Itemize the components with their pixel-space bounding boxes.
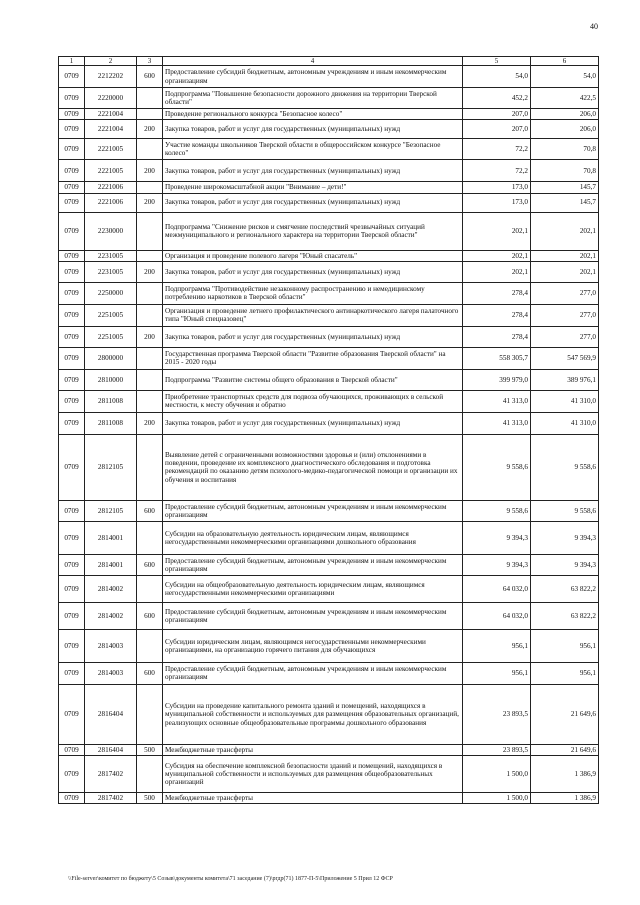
header-cell-actual: 6: [531, 57, 599, 66]
table-row: [59, 744, 599, 755]
cell-target-article: 2810000: [85, 369, 137, 390]
cell-name: Организация и проведение летнего профилактического антинаркотического лагеря палаточного типа "Юный спецназовец": [163, 304, 463, 326]
cell-plan: 956,1: [463, 662, 531, 684]
cell-target-article: 2814003: [85, 629, 137, 662]
file-path-footer: \\File-server\комитет по бюджету\5 Созыв\документы комитета\71 заседание (7)\prдр(71) 1877-П-5\Приложение 5 Прил 12 ФСР: [68, 876, 393, 882]
cell-plan: 278,4: [463, 326, 531, 347]
cell-actual: 41 310,0: [531, 390, 599, 412]
cell-name: Закупка товаров, работ и услуг для государственных (муниципальных) нужд: [163, 412, 463, 434]
cell-target-article: 2800000: [85, 347, 137, 369]
cell-expense-type: 500: [137, 793, 163, 804]
cell-section: 0709: [59, 182, 85, 193]
cell-expense-type: [137, 109, 163, 120]
header-cell-plan: 5: [463, 57, 531, 66]
cell-expense-type: 200: [137, 326, 163, 347]
cell-actual: 63 822,2: [531, 602, 599, 629]
table-row: [59, 554, 599, 575]
table-row: [59, 521, 599, 554]
cell-actual: 277,0: [531, 282, 599, 304]
table-row: [59, 212, 599, 250]
cell-plan: 173,0: [463, 182, 531, 193]
table-row: [59, 390, 599, 412]
cell-plan: 72,2: [463, 160, 531, 182]
cell-expense-type: 600: [137, 602, 163, 629]
cell-section: 0709: [59, 434, 85, 500]
cell-expense-type: [137, 629, 163, 662]
table-row: [59, 109, 599, 120]
cell-plan: 64 032,0: [463, 602, 531, 629]
cell-section: 0709: [59, 390, 85, 412]
cell-plan: 202,1: [463, 212, 531, 250]
cell-plan: 41 313,0: [463, 412, 531, 434]
cell-target-article: 2817402: [85, 756, 137, 793]
cell-plan: 202,1: [463, 261, 531, 282]
cell-name: Межбюджетные трансферты: [163, 744, 463, 755]
table-row: [59, 250, 599, 261]
cell-actual: 202,1: [531, 261, 599, 282]
cell-target-article: 2231005: [85, 250, 137, 261]
cell-section: 0709: [59, 261, 85, 282]
cell-expense-type: [137, 684, 163, 744]
cell-expense-type: [137, 88, 163, 109]
cell-expense-type: 600: [137, 500, 163, 521]
cell-target-article: 2814002: [85, 575, 137, 602]
table-row: [59, 261, 599, 282]
cell-plan: 173,0: [463, 193, 531, 212]
cell-target-article: 2811008: [85, 390, 137, 412]
cell-expense-type: [137, 139, 163, 160]
table-row: [59, 347, 599, 369]
cell-expense-type: 600: [137, 554, 163, 575]
cell-target-article: 2812105: [85, 500, 137, 521]
cell-name: Закупка товаров, работ и услуг для государственных (муниципальных) нужд: [163, 193, 463, 212]
cell-section: 0709: [59, 193, 85, 212]
table-row: [59, 629, 599, 662]
cell-name: Предоставление субсидий бюджетным, автономным учреждениям и иным некоммерческим организациям: [163, 554, 463, 575]
cell-section: 0709: [59, 369, 85, 390]
cell-expense-type: [137, 304, 163, 326]
page-number: 40: [590, 22, 598, 31]
cell-actual: 277,0: [531, 326, 599, 347]
cell-plan: 72,2: [463, 139, 531, 160]
cell-plan: 1 500,0: [463, 793, 531, 804]
cell-section: 0709: [59, 793, 85, 804]
cell-expense-type: [137, 250, 163, 261]
cell-actual: 206,0: [531, 109, 599, 120]
cell-name: Приобретение транспортных средств для подвоза обучающихся, проживающих в сельской местности, к месту обучения и обратно: [163, 390, 463, 412]
cell-section: 0709: [59, 629, 85, 662]
cell-actual: 9 394,3: [531, 521, 599, 554]
cell-name: Субсидия на обеспечение комплексной безопасности зданий и помещений, находящихся в муниципальной собственности и используемых для размещения общеобразовательных организаций: [163, 756, 463, 793]
table-row: [59, 602, 599, 629]
cell-actual: 70,8: [531, 139, 599, 160]
table-row: [59, 684, 599, 744]
cell-target-article: 2814002: [85, 602, 137, 629]
cell-expense-type: 200: [137, 193, 163, 212]
cell-target-article: 2812105: [85, 434, 137, 500]
cell-actual: 70,8: [531, 160, 599, 182]
cell-expense-type: [137, 521, 163, 554]
cell-name: Проведение широкомасштабной акции "Внимание – дети!": [163, 182, 463, 193]
cell-actual: 9 558,6: [531, 434, 599, 500]
cell-actual: 63 822,2: [531, 575, 599, 602]
cell-section: 0709: [59, 120, 85, 139]
header-cell-target-article: 2: [85, 57, 137, 66]
cell-plan: 202,1: [463, 250, 531, 261]
cell-actual: 956,1: [531, 662, 599, 684]
cell-actual: 277,0: [531, 304, 599, 326]
cell-target-article: 2817402: [85, 793, 137, 804]
cell-name: Закупка товаров, работ и услуг для государственных (муниципальных) нужд: [163, 120, 463, 139]
cell-expense-type: [137, 575, 163, 602]
cell-actual: 202,1: [531, 212, 599, 250]
table-row: [59, 369, 599, 390]
cell-expense-type: 600: [137, 66, 163, 88]
cell-plan: 64 032,0: [463, 575, 531, 602]
cell-expense-type: [137, 282, 163, 304]
cell-section: 0709: [59, 744, 85, 755]
table-row: [59, 160, 599, 182]
cell-section: 0709: [59, 554, 85, 575]
cell-expense-type: 200: [137, 120, 163, 139]
table-body: [59, 66, 599, 804]
cell-target-article: 2212202: [85, 66, 137, 88]
cell-target-article: 2230000: [85, 212, 137, 250]
cell-target-article: 2231005: [85, 261, 137, 282]
cell-section: 0709: [59, 500, 85, 521]
cell-expense-type: 200: [137, 261, 163, 282]
table-row: [59, 412, 599, 434]
cell-target-article: 2251005: [85, 304, 137, 326]
table-row: [59, 326, 599, 347]
cell-target-article: 2811008: [85, 412, 137, 434]
cell-target-article: 2221006: [85, 193, 137, 212]
cell-actual: 9 394,3: [531, 554, 599, 575]
cell-section: 0709: [59, 304, 85, 326]
cell-name: Выявление детей с ограниченными возможностями здоровья и (или) отклонениями в поведении, проведение их комплексного диагностического обследования и подготовка рекомендаций по оказанию детям психолого-медико-педагогической помощи и организации их обучения и воспитания: [163, 434, 463, 500]
cell-plan: 1 500,0: [463, 756, 531, 793]
cell-section: 0709: [59, 575, 85, 602]
cell-name: Участие команды школьников Тверской области в общероссийском конкурсе "Безопасное колесо": [163, 139, 463, 160]
cell-plan: 278,4: [463, 304, 531, 326]
table-row: [59, 88, 599, 109]
table-row: [59, 66, 599, 88]
table-header-row: [59, 57, 599, 66]
cell-actual: 547 569,9: [531, 347, 599, 369]
table-row: [59, 282, 599, 304]
cell-actual: 145,7: [531, 182, 599, 193]
cell-section: 0709: [59, 160, 85, 182]
cell-section: 0709: [59, 602, 85, 629]
cell-actual: 145,7: [531, 193, 599, 212]
cell-actual: 1 386,9: [531, 756, 599, 793]
cell-plan: 399 979,0: [463, 369, 531, 390]
cell-name: Подпрограмма "Снижение рисков и смягчение последствий чрезвычайных ситуаций межмуниципального и регионального характера на территории Тверской области": [163, 212, 463, 250]
cell-name: Предоставление субсидий бюджетным, автономным учреждениям и иным некоммерческим организациям: [163, 500, 463, 521]
cell-name: Проведение регионального конкурса "Безопасное колесо": [163, 109, 463, 120]
cell-name: Подпрограмма "Противодействие незаконному распространению и немедицинскому потреблению наркотиков в Тверской области": [163, 282, 463, 304]
cell-target-article: 2221005: [85, 139, 137, 160]
cell-target-article: 2814001: [85, 521, 137, 554]
cell-name: Подпрограмма "Повышение безопасности дорожного движения на территории Тверской области": [163, 88, 463, 109]
cell-actual: 54,0: [531, 66, 599, 88]
cell-name: Субсидии юридическим лицам, являющимся негосударственными некоммерческими организациями, на организацию горячего питания для обучающихся: [163, 629, 463, 662]
cell-name: Закупка товаров, работ и услуг для государственных (муниципальных) нужд: [163, 326, 463, 347]
cell-plan: 9 394,3: [463, 554, 531, 575]
cell-actual: 41 310,0: [531, 412, 599, 434]
header-cell-section: 1: [59, 57, 85, 66]
cell-target-article: 2221004: [85, 109, 137, 120]
cell-target-article: 2814003: [85, 662, 137, 684]
cell-plan: 54,0: [463, 66, 531, 88]
cell-expense-type: 500: [137, 744, 163, 755]
cell-expense-type: 200: [137, 160, 163, 182]
cell-actual: 21 649,6: [531, 684, 599, 744]
table-row: [59, 434, 599, 500]
cell-actual: 422,5: [531, 88, 599, 109]
cell-target-article: 2250000: [85, 282, 137, 304]
cell-section: 0709: [59, 412, 85, 434]
table-row: [59, 139, 599, 160]
cell-expense-type: 600: [137, 662, 163, 684]
table-row: [59, 182, 599, 193]
table-row: [59, 662, 599, 684]
table-row: [59, 304, 599, 326]
cell-expense-type: [137, 182, 163, 193]
cell-actual: 956,1: [531, 629, 599, 662]
table-row: [59, 193, 599, 212]
cell-name: Подпрограмма "Развитие системы общего образования в Тверской области": [163, 369, 463, 390]
cell-section: 0709: [59, 756, 85, 793]
cell-section: 0709: [59, 109, 85, 120]
cell-target-article: 2220000: [85, 88, 137, 109]
cell-target-article: 2251005: [85, 326, 137, 347]
cell-target-article: 2814001: [85, 554, 137, 575]
table-row: [59, 793, 599, 804]
cell-name: Закупка товаров, работ и услуг для государственных (муниципальных) нужд: [163, 261, 463, 282]
cell-name: Закупка товаров, работ и услуг для государственных (муниципальных) нужд: [163, 160, 463, 182]
cell-expense-type: 200: [137, 412, 163, 434]
cell-plan: 9 558,6: [463, 434, 531, 500]
cell-section: 0709: [59, 326, 85, 347]
cell-name: Предоставление субсидий бюджетным, автономным учреждениям и иным некоммерческим организациям: [163, 66, 463, 88]
cell-actual: 1 386,9: [531, 793, 599, 804]
table-row: [59, 120, 599, 139]
cell-section: 0709: [59, 662, 85, 684]
cell-name: Организация и проведение полевого лагеря "Юный спасатель": [163, 250, 463, 261]
header-cell-name: 4: [163, 57, 463, 66]
cell-plan: 452,2: [463, 88, 531, 109]
cell-section: 0709: [59, 521, 85, 554]
cell-actual: 206,0: [531, 120, 599, 139]
cell-plan: 558 305,7: [463, 347, 531, 369]
table-row: [59, 575, 599, 602]
header-cell-expense-type: 3: [137, 57, 163, 66]
cell-target-article: 2221004: [85, 120, 137, 139]
table-row: [59, 500, 599, 521]
cell-plan: 207,0: [463, 109, 531, 120]
cell-name: Предоставление субсидий бюджетным, автономным учреждениям и иным некоммерческим организациям: [163, 602, 463, 629]
cell-section: 0709: [59, 684, 85, 744]
cell-plan: 9 394,3: [463, 521, 531, 554]
cell-actual: 202,1: [531, 250, 599, 261]
cell-target-article: 2221005: [85, 160, 137, 182]
cell-actual: 389 976,1: [531, 369, 599, 390]
cell-plan: 9 558,6: [463, 500, 531, 521]
cell-name: Субсидии на проведение капитального ремонта зданий и помещений, находящихся в муниципальной собственности и используемых для размещения образовательных организаций, реализующих основные общеобразовательные программы дошкольного образования: [163, 684, 463, 744]
cell-expense-type: [137, 212, 163, 250]
table-row: [59, 756, 599, 793]
cell-name: Субсидии на образовательную деятельность юридическим лицам, являющимся негосударственными некоммерческими организациями дошкольного образования: [163, 521, 463, 554]
cell-expense-type: [137, 756, 163, 793]
cell-plan: 23 893,5: [463, 744, 531, 755]
cell-section: 0709: [59, 250, 85, 261]
cell-name: Субсидии на общеобразовательную деятельность юридическим лицам, являющимся негосударственными некоммерческими организациями: [163, 575, 463, 602]
cell-section: 0709: [59, 139, 85, 160]
cell-expense-type: [137, 369, 163, 390]
cell-name: Государственная программа Тверской области "Развитие образования Тверской области" на 2015 - 2020 годы: [163, 347, 463, 369]
cell-plan: 956,1: [463, 629, 531, 662]
cell-actual: 9 558,6: [531, 500, 599, 521]
cell-target-article: 2816404: [85, 744, 137, 755]
cell-plan: 41 313,0: [463, 390, 531, 412]
cell-section: 0709: [59, 347, 85, 369]
cell-section: 0709: [59, 282, 85, 304]
cell-section: 0709: [59, 212, 85, 250]
cell-plan: 23 893,5: [463, 684, 531, 744]
cell-section: 0709: [59, 66, 85, 88]
cell-expense-type: [137, 390, 163, 412]
budget-table: [58, 56, 599, 804]
cell-expense-type: [137, 347, 163, 369]
cell-actual: 21 649,6: [531, 744, 599, 755]
cell-plan: 207,0: [463, 120, 531, 139]
cell-section: 0709: [59, 88, 85, 109]
cell-target-article: 2816404: [85, 684, 137, 744]
cell-target-article: 2221006: [85, 182, 137, 193]
cell-plan: 278,4: [463, 282, 531, 304]
cell-name: Межбюджетные трансферты: [163, 793, 463, 804]
cell-expense-type: [137, 434, 163, 500]
cell-name: Предоставление субсидий бюджетным, автономным учреждениям и иным некоммерческим организациям: [163, 662, 463, 684]
